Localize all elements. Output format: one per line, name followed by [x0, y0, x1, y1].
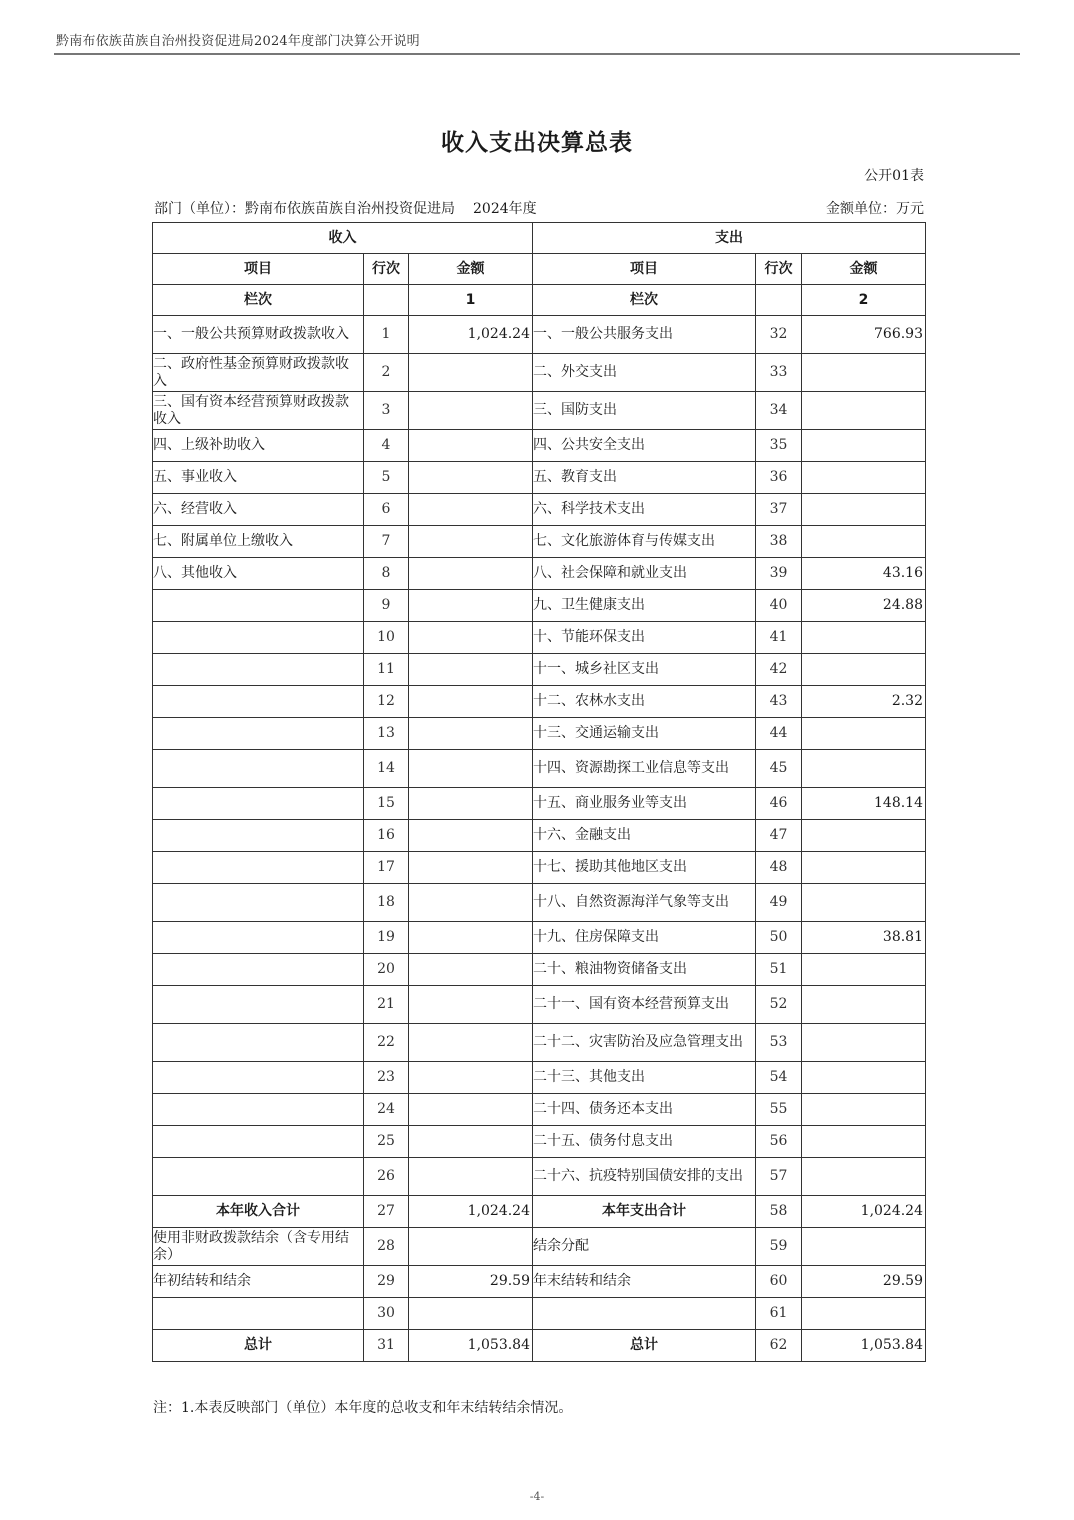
header-rule — [54, 53, 1020, 55]
expense-line-cell: 48 — [756, 852, 802, 884]
expense-amount-cell: 43.16 — [802, 558, 926, 590]
income-item-cell: 一、一般公共预算财政拨款收入 — [153, 316, 364, 354]
expense-amount-cell — [802, 1094, 926, 1126]
expense-line-cell: 53 — [756, 1024, 802, 1062]
table-row — [153, 750, 926, 788]
income-line-cell: 16 — [364, 820, 409, 852]
income-item-cell — [153, 820, 364, 852]
table-row — [153, 622, 926, 654]
expense-amount-cell — [802, 1228, 926, 1266]
expense-item-cell: 十、节能环保支出 — [533, 622, 756, 654]
income-line-cell: 17 — [364, 852, 409, 884]
expense-line-cell: 41 — [756, 622, 802, 654]
expense-line-cell: 32 — [756, 316, 802, 354]
income-index-blank — [364, 285, 409, 316]
income-amount-cell — [409, 986, 533, 1024]
department-info — [154, 198, 537, 218]
income-amount-cell — [409, 922, 533, 954]
income-line-cell: 14 — [364, 750, 409, 788]
income-amount-cell: 29.59 — [409, 1266, 533, 1298]
income-amount-cell — [409, 558, 533, 590]
income-item-cell — [153, 954, 364, 986]
income-line-cell: 18 — [364, 884, 409, 922]
income-item-cell — [153, 622, 364, 654]
income-item-cell: 七、附属单位上缴收入 — [153, 526, 364, 558]
income-line-cell: 27 — [364, 1196, 409, 1228]
expense-item-cell: 四、公共安全支出 — [533, 430, 756, 462]
income-line-cell: 30 — [364, 1298, 409, 1330]
expense-item-cell: 三、国防支出 — [533, 392, 756, 430]
income-line-cell: 4 — [364, 430, 409, 462]
expense-item-cell: 七、文化旅游体育与传媒支出 — [533, 526, 756, 558]
income-amount-cell — [409, 954, 533, 986]
income-line-cell: 20 — [364, 954, 409, 986]
expense-line-cell: 56 — [756, 1126, 802, 1158]
table-row — [153, 462, 926, 494]
expense-item-cell: 二、外交支出 — [533, 354, 756, 392]
expense-item-cell: 十六、金融支出 — [533, 820, 756, 852]
income-line-cell: 19 — [364, 922, 409, 954]
income-line-cell: 12 — [364, 686, 409, 718]
income-amount-cell — [409, 590, 533, 622]
expense-amount-cell — [802, 820, 926, 852]
income-item-cell — [153, 590, 364, 622]
expense-line-cell: 36 — [756, 462, 802, 494]
expense-amount-cell — [802, 1126, 926, 1158]
subtotal-row — [153, 1196, 926, 1228]
table-row — [153, 686, 926, 718]
income-amount-cell — [409, 654, 533, 686]
table-row — [153, 1062, 926, 1094]
income-line-cell: 31 — [364, 1330, 409, 1362]
expense-item-cell: 二十一、国有资本经营预算支出 — [533, 986, 756, 1024]
income-line-cell: 6 — [364, 494, 409, 526]
income-amount-cell — [409, 1228, 533, 1266]
expense-line-cell: 40 — [756, 590, 802, 622]
table-row — [153, 922, 926, 954]
expense-item-cell: 十八、自然资源海洋气象等支出 — [533, 884, 756, 922]
income-amount-cell — [409, 788, 533, 820]
income-amount-cell — [409, 462, 533, 494]
column-header-row — [153, 254, 926, 285]
expense-amount-cell: 766.93 — [802, 316, 926, 354]
expense-line-cell: 43 — [756, 686, 802, 718]
expense-item-cell — [533, 1298, 756, 1330]
income-amount-cell — [409, 884, 533, 922]
income-line-cell: 11 — [364, 654, 409, 686]
income-amount-cell — [409, 1126, 533, 1158]
expense-line-cell: 57 — [756, 1158, 802, 1196]
footnote: 注：1.本表反映部门（单位）本年度的总收支和年末结转结余情况。 — [153, 1400, 573, 1416]
income-amount-cell — [409, 686, 533, 718]
table-row — [153, 354, 926, 392]
page-number: -4- — [529, 1490, 545, 1503]
column-index-row — [153, 285, 926, 316]
income-column-index: 1 — [409, 285, 533, 316]
expense-item-cell: 二十、粮油物资储备支出 — [533, 954, 756, 986]
expense-amount-cell — [802, 526, 926, 558]
income-item-cell — [153, 1126, 364, 1158]
income-line-cell: 10 — [364, 622, 409, 654]
income-line-cell: 2 — [364, 354, 409, 392]
expense-line-cell: 46 — [756, 788, 802, 820]
income-amount-header: 金额 — [409, 254, 533, 285]
expense-item-cell: 六、科学技术支出 — [533, 494, 756, 526]
income-line-header: 行次 — [364, 254, 409, 285]
section-header-row — [153, 223, 926, 254]
income-line-cell: 8 — [364, 558, 409, 590]
expense-item-cell: 结余分配 — [533, 1228, 756, 1266]
expense-line-cell: 52 — [756, 986, 802, 1024]
expense-amount-cell — [802, 622, 926, 654]
income-line-cell: 22 — [364, 1024, 409, 1062]
expense-item-cell: 二十四、债务还本支出 — [533, 1094, 756, 1126]
expense-amount-cell — [802, 462, 926, 494]
income-amount-cell — [409, 622, 533, 654]
table-row — [153, 558, 926, 590]
income-amount-cell — [409, 526, 533, 558]
form-number: 公开01表 — [864, 168, 924, 184]
unit-label: 金额单位：万元 — [826, 201, 924, 217]
income-item-header: 项目 — [153, 254, 364, 285]
table-row — [153, 590, 926, 622]
table-row — [153, 820, 926, 852]
table-row — [153, 1158, 926, 1196]
income-item-cell — [153, 1158, 364, 1196]
expense-line-cell: 38 — [756, 526, 802, 558]
fiscal-year: 2024年度 — [473, 201, 537, 217]
income-amount-cell: 1,024.24 — [409, 316, 533, 354]
income-amount-cell — [409, 1062, 533, 1094]
expense-index-blank — [756, 285, 802, 316]
table-row — [153, 788, 926, 820]
table-row — [153, 954, 926, 986]
income-line-cell: 29 — [364, 1266, 409, 1298]
expense-amount-header: 金额 — [802, 254, 926, 285]
income-item-cell — [153, 686, 364, 718]
income-line-cell: 13 — [364, 718, 409, 750]
department-label: 部门（单位）：黔南布依族苗族自治州投资促进局 — [154, 201, 455, 217]
income-line-cell: 23 — [364, 1062, 409, 1094]
table-row — [153, 1024, 926, 1062]
income-amount-cell — [409, 1298, 533, 1330]
income-amount-cell — [409, 392, 533, 430]
expense-amount-cell — [802, 852, 926, 884]
expense-line-cell: 51 — [756, 954, 802, 986]
expense-amount-cell — [802, 430, 926, 462]
income-item-cell: 年初结转和结余 — [153, 1266, 364, 1298]
table-row — [153, 316, 926, 354]
expense-amount-cell — [802, 954, 926, 986]
expense-amount-cell — [802, 718, 926, 750]
expense-item-cell: 十三、交通运输支出 — [533, 718, 756, 750]
income-line-cell: 3 — [364, 392, 409, 430]
table-row — [153, 852, 926, 884]
balance-row — [153, 1298, 926, 1330]
expense-line-cell: 49 — [756, 884, 802, 922]
expense-amount-cell: 38.81 — [802, 922, 926, 954]
income-item-cell — [153, 1062, 364, 1094]
expense-index-label: 栏次 — [533, 285, 756, 316]
table-row — [153, 884, 926, 922]
expense-line-header: 行次 — [756, 254, 802, 285]
income-amount-cell — [409, 718, 533, 750]
income-item-cell: 本年收入合计 — [153, 1196, 364, 1228]
expense-item-cell: 二十三、其他支出 — [533, 1062, 756, 1094]
income-item-cell — [153, 750, 364, 788]
expense-line-cell: 45 — [756, 750, 802, 788]
income-item-cell — [153, 718, 364, 750]
table-row — [153, 392, 926, 430]
income-line-cell: 1 — [364, 316, 409, 354]
income-line-cell: 15 — [364, 788, 409, 820]
expense-line-cell: 47 — [756, 820, 802, 852]
expense-item-cell: 总计 — [533, 1330, 756, 1362]
expense-item-cell: 八、社会保障和就业支出 — [533, 558, 756, 590]
expense-amount-cell: 2.32 — [802, 686, 926, 718]
expense-line-cell: 50 — [756, 922, 802, 954]
balance-row — [153, 1266, 926, 1298]
expense-column-index: 2 — [802, 285, 926, 316]
expense-line-cell: 55 — [756, 1094, 802, 1126]
expense-item-cell: 十四、资源勘探工业信息等支出 — [533, 750, 756, 788]
income-item-cell: 使用非财政拨款结余（含专用结余） — [153, 1228, 364, 1266]
expense-item-cell: 二十五、债务付息支出 — [533, 1126, 756, 1158]
expense-amount-cell — [802, 750, 926, 788]
income-line-cell: 9 — [364, 590, 409, 622]
expense-amount-cell — [802, 654, 926, 686]
income-amount-cell — [409, 1024, 533, 1062]
income-item-cell — [153, 654, 364, 686]
income-item-cell — [153, 852, 364, 884]
expense-item-cell: 九、卫生健康支出 — [533, 590, 756, 622]
expense-item-cell: 十九、住房保障支出 — [533, 922, 756, 954]
table-row — [153, 1094, 926, 1126]
expense-amount-cell — [802, 884, 926, 922]
expense-line-cell: 33 — [756, 354, 802, 392]
income-item-cell — [153, 1024, 364, 1062]
income-line-cell: 28 — [364, 1228, 409, 1266]
expense-line-cell: 62 — [756, 1330, 802, 1362]
income-line-cell: 25 — [364, 1126, 409, 1158]
income-amount-cell — [409, 750, 533, 788]
expense-line-cell: 42 — [756, 654, 802, 686]
table-row — [153, 654, 926, 686]
table-row — [153, 986, 926, 1024]
income-item-cell: 八、其他收入 — [153, 558, 364, 590]
expense-amount-cell: 29.59 — [802, 1266, 926, 1298]
income-amount-cell — [409, 1094, 533, 1126]
income-item-cell: 三、国有资本经营预算财政拨款收入 — [153, 392, 364, 430]
expense-section-header: 支出 — [533, 223, 926, 254]
income-item-cell: 总计 — [153, 1330, 364, 1362]
expense-line-cell: 39 — [756, 558, 802, 590]
income-amount-cell — [409, 494, 533, 526]
page-title: 收入支出决算总表 — [441, 130, 633, 156]
income-line-cell: 7 — [364, 526, 409, 558]
expense-amount-cell — [802, 986, 926, 1024]
expense-line-cell: 59 — [756, 1228, 802, 1266]
expense-amount-cell — [802, 392, 926, 430]
income-amount-cell — [409, 354, 533, 392]
expense-line-cell: 34 — [756, 392, 802, 430]
income-amount-cell: 1,024.24 — [409, 1196, 533, 1228]
table-row — [153, 430, 926, 462]
income-amount-cell — [409, 820, 533, 852]
expense-item-cell: 十二、农林水支出 — [533, 686, 756, 718]
income-index-label: 栏次 — [153, 285, 364, 316]
table-row — [153, 1126, 926, 1158]
total-row — [153, 1330, 926, 1362]
expense-amount-cell — [802, 1024, 926, 1062]
expense-item-cell: 一、一般公共服务支出 — [533, 316, 756, 354]
income-line-cell: 5 — [364, 462, 409, 494]
income-amount-cell — [409, 430, 533, 462]
income-line-cell: 24 — [364, 1094, 409, 1126]
expense-item-cell: 年末结转和结余 — [533, 1266, 756, 1298]
income-item-cell: 六、经营收入 — [153, 494, 364, 526]
income-expense-table — [152, 222, 926, 1362]
income-line-cell: 26 — [364, 1158, 409, 1196]
expense-amount-cell — [802, 1298, 926, 1330]
expense-item-cell: 十七、援助其他地区支出 — [533, 852, 756, 884]
expense-item-cell: 五、教育支出 — [533, 462, 756, 494]
income-item-cell — [153, 788, 364, 820]
expense-item-cell: 二十六、抗疫特别国债安排的支出 — [533, 1158, 756, 1196]
income-item-cell — [153, 1094, 364, 1126]
income-item-cell — [153, 922, 364, 954]
expense-amount-cell — [802, 1158, 926, 1196]
income-section-header: 收入 — [153, 223, 533, 254]
expense-amount-cell — [802, 354, 926, 392]
income-item-cell: 五、事业收入 — [153, 462, 364, 494]
expense-item-cell: 本年支出合计 — [533, 1196, 756, 1228]
income-amount-cell — [409, 852, 533, 884]
expense-amount-cell: 1,053.84 — [802, 1330, 926, 1362]
income-amount-cell: 1,053.84 — [409, 1330, 533, 1362]
income-item-cell — [153, 884, 364, 922]
expense-amount-cell: 1,024.24 — [802, 1196, 926, 1228]
expense-amount-cell — [802, 494, 926, 526]
expense-item-header: 项目 — [533, 254, 756, 285]
expense-line-cell: 37 — [756, 494, 802, 526]
income-amount-cell — [409, 1158, 533, 1196]
income-line-cell: 21 — [364, 986, 409, 1024]
table-row — [153, 718, 926, 750]
expense-item-cell: 十一、城乡社区支出 — [533, 654, 756, 686]
running-header: 黔南布依族苗族自治州投资促进局2024年度部门决算公开说明 — [56, 34, 420, 49]
expense-amount-cell: 24.88 — [802, 590, 926, 622]
expense-amount-cell: 148.14 — [802, 788, 926, 820]
expense-line-cell: 60 — [756, 1266, 802, 1298]
income-item-cell — [153, 1298, 364, 1330]
expense-item-cell: 十五、商业服务业等支出 — [533, 788, 756, 820]
income-item-cell: 二、政府性基金预算财政拨款收入 — [153, 354, 364, 392]
expense-line-cell: 58 — [756, 1196, 802, 1228]
table-row — [153, 494, 926, 526]
expense-line-cell: 35 — [756, 430, 802, 462]
expense-line-cell: 44 — [756, 718, 802, 750]
expense-amount-cell — [802, 1062, 926, 1094]
expense-line-cell: 61 — [756, 1298, 802, 1330]
balance-row — [153, 1228, 926, 1266]
income-item-cell — [153, 986, 364, 1024]
income-item-cell: 四、上级补助收入 — [153, 430, 364, 462]
table-row — [153, 526, 926, 558]
expense-line-cell: 54 — [756, 1062, 802, 1094]
expense-item-cell: 二十二、灾害防治及应急管理支出 — [533, 1024, 756, 1062]
